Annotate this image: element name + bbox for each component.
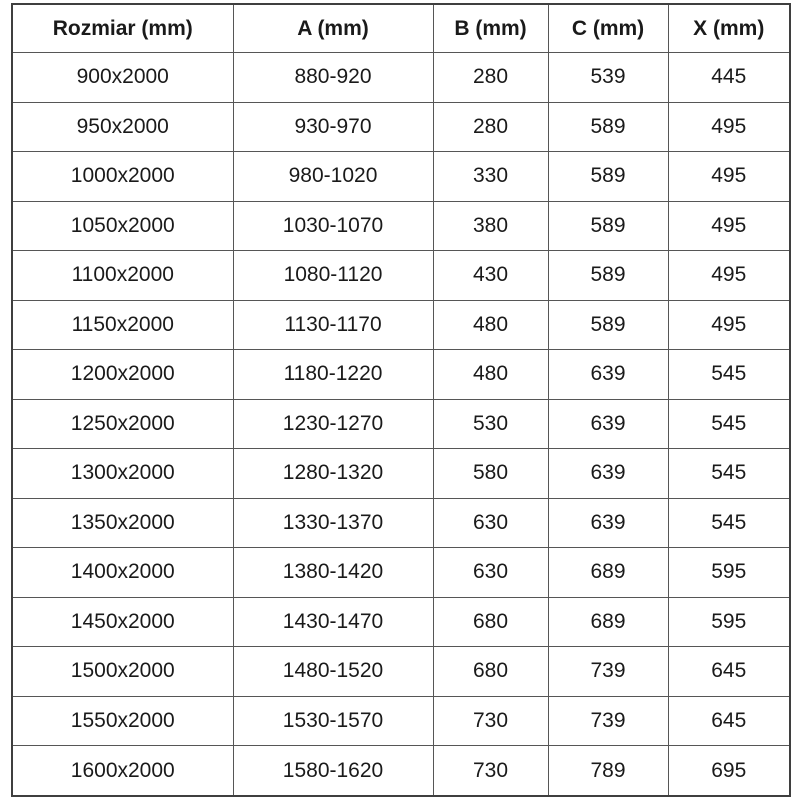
cell-rozmiar: 1100x2000 bbox=[12, 251, 233, 301]
column-header-a: A (mm) bbox=[233, 4, 433, 53]
table-row bbox=[12, 152, 790, 202]
cell-rozmiar: 1050x2000 bbox=[12, 201, 233, 251]
cell-b: 480 bbox=[433, 350, 548, 400]
cell-rozmiar: 1450x2000 bbox=[12, 597, 233, 647]
cell-a: 1080-1120 bbox=[233, 251, 433, 301]
table-row bbox=[12, 597, 790, 647]
cell-x: 495 bbox=[668, 300, 790, 350]
cell-rozmiar: 1000x2000 bbox=[12, 152, 233, 202]
cell-c: 589 bbox=[548, 102, 668, 152]
cell-a: 1180-1220 bbox=[233, 350, 433, 400]
cell-x: 645 bbox=[668, 647, 790, 697]
cell-a: 880-920 bbox=[233, 53, 433, 103]
cell-c: 739 bbox=[548, 696, 668, 746]
cell-b: 680 bbox=[433, 647, 548, 697]
cell-b: 530 bbox=[433, 399, 548, 449]
cell-rozmiar: 1500x2000 bbox=[12, 647, 233, 697]
cell-b: 280 bbox=[433, 53, 548, 103]
cell-c: 589 bbox=[548, 201, 668, 251]
cell-a: 1380-1420 bbox=[233, 548, 433, 598]
cell-x: 445 bbox=[668, 53, 790, 103]
cell-c: 589 bbox=[548, 300, 668, 350]
table-row bbox=[12, 746, 790, 797]
table-row bbox=[12, 350, 790, 400]
cell-a: 930-970 bbox=[233, 102, 433, 152]
cell-a: 1030-1070 bbox=[233, 201, 433, 251]
cell-a: 1130-1170 bbox=[233, 300, 433, 350]
cell-rozmiar: 900x2000 bbox=[12, 53, 233, 103]
table-row bbox=[12, 102, 790, 152]
table-row bbox=[12, 300, 790, 350]
cell-x: 495 bbox=[668, 251, 790, 301]
size-spec-table bbox=[11, 3, 791, 797]
cell-b: 580 bbox=[433, 449, 548, 499]
cell-x: 495 bbox=[668, 102, 790, 152]
cell-b: 730 bbox=[433, 746, 548, 797]
cell-a: 1280-1320 bbox=[233, 449, 433, 499]
cell-x: 545 bbox=[668, 350, 790, 400]
cell-rozmiar: 1350x2000 bbox=[12, 498, 233, 548]
cell-rozmiar: 1150x2000 bbox=[12, 300, 233, 350]
size-spec-table-container bbox=[11, 3, 791, 797]
cell-c: 789 bbox=[548, 746, 668, 797]
cell-x: 645 bbox=[668, 696, 790, 746]
table-row bbox=[12, 548, 790, 598]
table-header bbox=[12, 4, 790, 53]
table-row bbox=[12, 498, 790, 548]
cell-b: 430 bbox=[433, 251, 548, 301]
cell-rozmiar: 1600x2000 bbox=[12, 746, 233, 797]
table-row bbox=[12, 53, 790, 103]
cell-a: 1330-1370 bbox=[233, 498, 433, 548]
cell-c: 589 bbox=[548, 152, 668, 202]
cell-x: 495 bbox=[668, 201, 790, 251]
cell-b: 630 bbox=[433, 548, 548, 598]
cell-rozmiar: 1550x2000 bbox=[12, 696, 233, 746]
cell-rozmiar: 1250x2000 bbox=[12, 399, 233, 449]
table-row bbox=[12, 449, 790, 499]
cell-c: 639 bbox=[548, 498, 668, 548]
cell-rozmiar: 1400x2000 bbox=[12, 548, 233, 598]
column-header-c: C (mm) bbox=[548, 4, 668, 53]
cell-b: 380 bbox=[433, 201, 548, 251]
cell-x: 695 bbox=[668, 746, 790, 797]
column-header-b: B (mm) bbox=[433, 4, 548, 53]
column-header-x: X (mm) bbox=[668, 4, 790, 53]
header-row bbox=[12, 4, 790, 53]
cell-x: 495 bbox=[668, 152, 790, 202]
cell-b: 330 bbox=[433, 152, 548, 202]
cell-x: 595 bbox=[668, 597, 790, 647]
cell-x: 545 bbox=[668, 498, 790, 548]
cell-a: 980-1020 bbox=[233, 152, 433, 202]
table-row bbox=[12, 647, 790, 697]
cell-b: 680 bbox=[433, 597, 548, 647]
cell-c: 539 bbox=[548, 53, 668, 103]
cell-b: 280 bbox=[433, 102, 548, 152]
table-row bbox=[12, 201, 790, 251]
cell-rozmiar: 1200x2000 bbox=[12, 350, 233, 400]
cell-a: 1430-1470 bbox=[233, 597, 433, 647]
column-header-rozmiar: Rozmiar (mm) bbox=[12, 4, 233, 53]
cell-rozmiar: 1300x2000 bbox=[12, 449, 233, 499]
cell-c: 739 bbox=[548, 647, 668, 697]
cell-x: 545 bbox=[668, 449, 790, 499]
cell-x: 595 bbox=[668, 548, 790, 598]
cell-rozmiar: 950x2000 bbox=[12, 102, 233, 152]
table-row bbox=[12, 399, 790, 449]
cell-c: 689 bbox=[548, 548, 668, 598]
cell-b: 480 bbox=[433, 300, 548, 350]
cell-c: 589 bbox=[548, 251, 668, 301]
cell-c: 639 bbox=[548, 350, 668, 400]
cell-a: 1530-1570 bbox=[233, 696, 433, 746]
cell-c: 639 bbox=[548, 399, 668, 449]
cell-c: 689 bbox=[548, 597, 668, 647]
table-row bbox=[12, 696, 790, 746]
cell-b: 730 bbox=[433, 696, 548, 746]
cell-c: 639 bbox=[548, 449, 668, 499]
table-body bbox=[12, 53, 790, 797]
cell-b: 630 bbox=[433, 498, 548, 548]
cell-x: 545 bbox=[668, 399, 790, 449]
cell-a: 1580-1620 bbox=[233, 746, 433, 797]
cell-a: 1480-1520 bbox=[233, 647, 433, 697]
table-row bbox=[12, 251, 790, 301]
cell-a: 1230-1270 bbox=[233, 399, 433, 449]
